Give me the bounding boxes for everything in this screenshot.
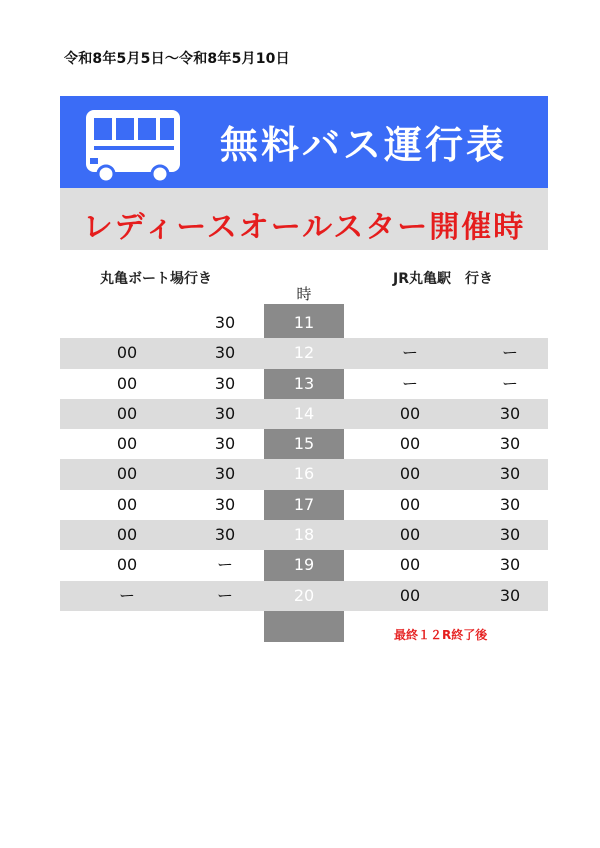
boat-departure-30: 30 (214, 403, 236, 423)
station-departure-00: ー (401, 373, 418, 393)
station-departure-00 (385, 308, 435, 338)
station-departure-30: ー (501, 373, 518, 393)
station-departure-30: ー (501, 343, 518, 363)
station-departure-00: 00 (399, 525, 421, 545)
boat-departure-00: 00 (116, 373, 138, 393)
event-title: レディースオールスター開催時 (82, 210, 526, 245)
event-banner (60, 188, 548, 250)
date-range: 令和8年5月5日～令和8年5月10日 (64, 51, 290, 67)
boat-departure-00: 00 (116, 494, 138, 514)
station-departure-00: 00 (399, 585, 421, 605)
station-departure-00: 00 (399, 403, 421, 423)
right-column-heading: JR丸亀駅 行き (393, 271, 493, 287)
hour-cell: 16 (293, 464, 315, 484)
table-row (60, 550, 548, 580)
boat-departure-00: 00 (116, 555, 138, 575)
table-row (60, 520, 548, 550)
hour-cell: 11 (293, 313, 315, 332)
hour-cell: 19 (293, 555, 315, 575)
station-departure-00: ー (401, 343, 418, 363)
left-column-heading: 丸亀ボート場行き (100, 271, 212, 287)
table-row (60, 581, 548, 611)
table-row (60, 308, 548, 338)
boat-departure-30: ー (216, 585, 233, 605)
page-title: 無料バス運行表 (220, 123, 508, 167)
boat-departure-30: 30 (214, 525, 236, 545)
station-departure-30: 30 (499, 525, 521, 545)
hour-column-heading: 時 (296, 285, 312, 303)
station-departure-00: 00 (399, 494, 421, 514)
hour-cell: 15 (293, 434, 315, 454)
hour-cell: 13 (293, 373, 315, 393)
station-departure-00: 00 (399, 464, 421, 484)
boat-departure-00: 00 (116, 464, 138, 484)
boat-departure-00: 00 (116, 343, 138, 363)
timetable (60, 308, 548, 611)
hour-cell: 12 (293, 343, 315, 363)
boat-departure-30: 30 (214, 373, 236, 393)
last-bus-note: 最終１２R終了後 (394, 628, 488, 642)
station-departure-30: 30 (499, 494, 521, 514)
hour-cell: 17 (293, 494, 315, 514)
station-departure-30: 30 (499, 464, 521, 484)
station-departure-30 (485, 308, 535, 338)
boat-departure-00: ー (118, 585, 135, 605)
boat-departure-30: 30 (214, 313, 236, 332)
station-departure-00: 00 (399, 555, 421, 575)
table-row (60, 459, 548, 489)
station-departure-00: 00 (399, 434, 421, 454)
table-row (60, 369, 548, 399)
station-departure-30: 30 (499, 434, 521, 454)
boat-departure-00 (102, 308, 152, 338)
boat-departure-30: 30 (214, 434, 236, 454)
boat-departure-30: 30 (214, 494, 236, 514)
bus-icon (78, 106, 188, 184)
station-departure-30: 30 (499, 555, 521, 575)
station-departure-30: 30 (499, 585, 521, 605)
hour-cell: 14 (293, 403, 315, 423)
boat-departure-30: 30 (214, 464, 236, 484)
hour-cell: 18 (293, 525, 315, 545)
boat-departure-30: ー (216, 555, 233, 575)
table-row (60, 399, 548, 429)
boat-departure-00: 00 (116, 525, 138, 545)
station-departure-30: 30 (499, 403, 521, 423)
boat-departure-00: 00 (116, 403, 138, 423)
boat-departure-30: 30 (214, 343, 236, 363)
title-banner (60, 96, 548, 188)
hour-cell: 20 (293, 585, 315, 605)
boat-departure-00: 00 (116, 434, 138, 454)
table-row (60, 490, 548, 520)
table-row (60, 338, 548, 368)
table-row (60, 429, 548, 459)
